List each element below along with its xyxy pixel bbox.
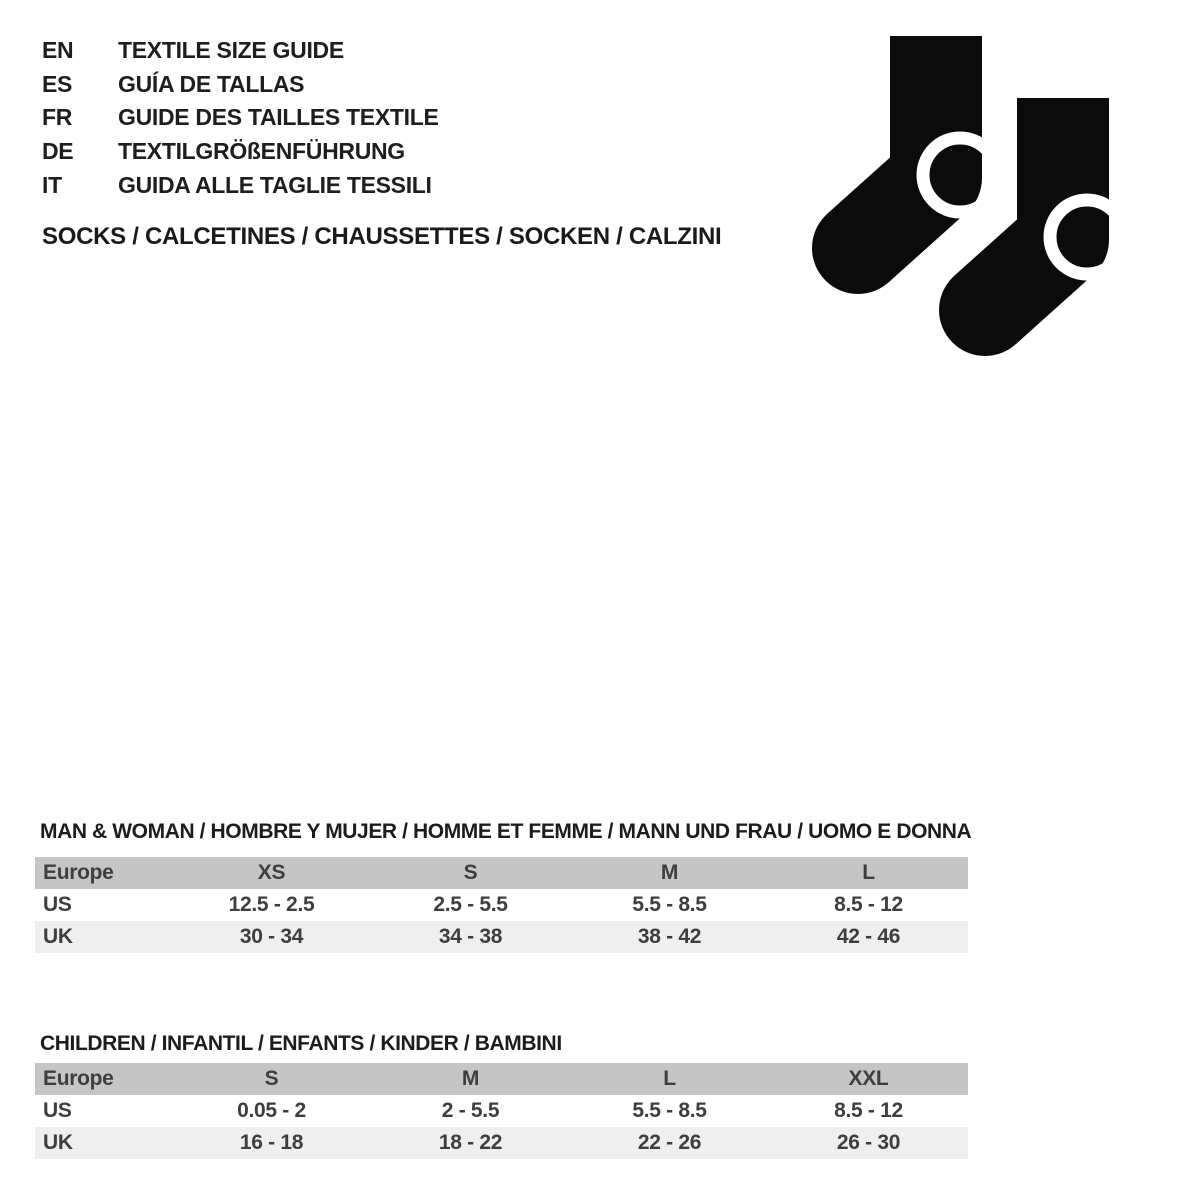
size-value: 42 - 46 (836, 925, 901, 948)
row-label: US (43, 893, 72, 916)
header-cell-size: XXL (848, 1067, 889, 1090)
header-cell-size: S (264, 1067, 279, 1090)
guide-title: GUÍA DE TALLAS (118, 70, 305, 97)
language-row-de (42, 135, 439, 169)
guide-title: TEXTILGRÖßENFÜHRUNG (118, 138, 405, 165)
size-value: 0.05 - 2 (237, 1099, 306, 1122)
adult-size-table (35, 857, 968, 953)
header-cell-region: Europe (43, 861, 114, 884)
language-row-fr (42, 101, 439, 135)
language-code: IT (42, 171, 62, 198)
size-value: 2.5 - 5.5 (433, 893, 508, 916)
table-row-us (35, 889, 968, 921)
row-label: US (43, 1099, 72, 1122)
children-table-title: CHILDREN / INFANTIL / ENFANTS / KINDER / BAMBINI (40, 1032, 562, 1055)
size-value: 5.5 - 8.5 (632, 1099, 707, 1122)
table-header-row (35, 1063, 968, 1095)
size-value: 30 - 34 (239, 925, 304, 948)
table-row-us (35, 1095, 968, 1127)
category-heading: SOCKS / CALCETINES / CHAUSSETTES / SOCKEN / CALZINI (42, 223, 722, 250)
adult-table-title: MAN & WOMAN / HOMBRE Y MUJER / HOMME ET FEMME / MANN UND FRAU / UOMO E DONNA (40, 820, 972, 843)
sock-back (812, 36, 997, 294)
header-cell-size: M (660, 861, 679, 884)
size-value: 12.5 - 2.5 (228, 893, 315, 916)
guide-title: GUIDE DES TAILLES TEXTILE (118, 104, 439, 131)
size-value: 34 - 38 (438, 925, 503, 948)
guide-title: TEXTILE SIZE GUIDE (118, 37, 344, 64)
header-cell-size: M (461, 1067, 480, 1090)
header-cell-size: S (463, 861, 478, 884)
language-row-it (42, 168, 439, 202)
size-value: 38 - 42 (637, 925, 702, 948)
header-cell-region: Europe (43, 1067, 114, 1090)
size-value: 2 - 5.5 (441, 1099, 500, 1122)
guide-title: GUIDA ALLE TAGLIE TESSILI (118, 171, 432, 198)
size-value: 18 - 22 (438, 1131, 503, 1154)
language-code: EN (42, 37, 74, 64)
language-row-en (42, 34, 439, 68)
table-row-uk (35, 1127, 968, 1159)
size-value: 5.5 - 8.5 (632, 893, 707, 916)
header-cell-size: XS (257, 861, 286, 884)
socks-icon (810, 28, 1135, 360)
size-value: 8.5 - 12 (834, 1099, 903, 1122)
size-value: 16 - 18 (239, 1131, 304, 1154)
row-label: UK (43, 1131, 73, 1154)
language-code: ES (42, 70, 73, 97)
children-size-table (35, 1063, 968, 1159)
language-code: DE (42, 138, 74, 165)
size-value: 8.5 - 12 (834, 893, 903, 916)
language-guide-list (42, 34, 439, 202)
row-label: UK (43, 925, 73, 948)
size-value: 22 - 26 (637, 1131, 702, 1154)
size-value: 26 - 30 (836, 1131, 901, 1154)
header-cell-size: L (862, 861, 875, 884)
language-row-es (42, 68, 439, 102)
language-code: FR (42, 104, 73, 131)
header-cell-size: L (663, 1067, 676, 1090)
table-header-row (35, 857, 968, 889)
table-row-uk (35, 921, 968, 953)
